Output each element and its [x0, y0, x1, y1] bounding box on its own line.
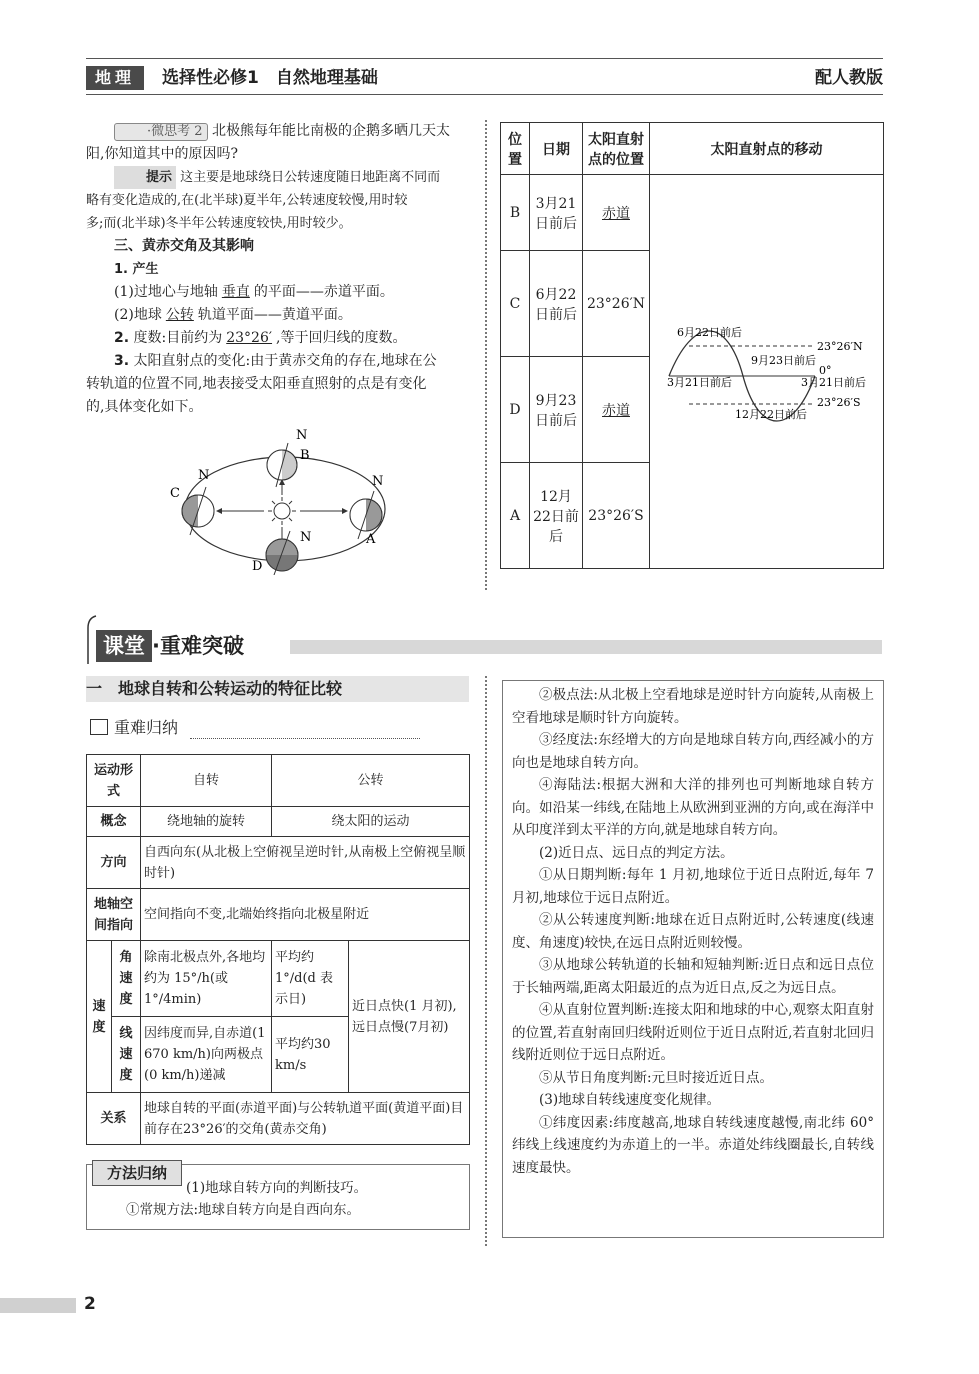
page-number: 2 [84, 1294, 96, 1314]
method-continued-text [512, 684, 874, 1179]
method-tab: 方法归纳 [92, 1160, 182, 1186]
t2-axis-h: 地轴空间指向 [87, 889, 141, 941]
method-para: ③经度法:东经增大的方向是地球自转方向,西经减小的方向也是地球自转方向。 [512, 732, 874, 771]
item-1b-post: 轨道平面——黄道平面。 [197, 307, 352, 323]
t2-dir-v: 自西向东(从北极上空俯视呈逆时针,从南极上空俯视呈顺时针) [141, 837, 470, 889]
row-point: 23°26′S [583, 463, 650, 569]
row-date: 6月22日前后 [530, 251, 583, 357]
method-para: ②极点法:从北极上空看地球是逆时针方向旋转,从南极上空看地球是顺时针方向旋转。 [512, 687, 874, 726]
label-N: N [372, 474, 384, 489]
think-question: 北极熊每年能比南极的企鹅多晒几天太 [212, 123, 450, 139]
think-tag: ·微思考 2 [114, 123, 208, 141]
t2-lin-h: 线速度 [112, 1017, 141, 1093]
row-date: 3月21日前后 [530, 175, 583, 251]
t2-h-rot: 自转 [141, 755, 272, 807]
topic-1-title: 一 地球自转和公转运动的特征比较 [86, 676, 469, 702]
row-point: 赤道 [583, 357, 650, 463]
row-date: 12月22日前后 [530, 463, 583, 569]
t2-concept-h: 概念 [87, 807, 141, 837]
item-3-text-3: 的,具体变化如下。 [86, 399, 203, 415]
wave-mar-right-label: 3月21日前后 [800, 375, 866, 389]
header-top-rule [86, 58, 883, 59]
method-para: ③从地球公转轨道的长轴和短轴判断:近日点和远日点位于长轴两端,距离太阳最近的点为近日点,反之为远日点。 [512, 957, 874, 996]
subsolar-wave-diagram [651, 176, 883, 564]
label-B: B [300, 448, 310, 463]
item-3-num: 3. [114, 353, 130, 369]
sun-icon [274, 503, 290, 519]
t2-rev-note: 近日点快(1 月初),远日点慢(7月初) [349, 941, 470, 1093]
subheading-rule [190, 738, 420, 739]
label-C: C [170, 486, 180, 501]
t2-h-rev: 公转 [272, 755, 470, 807]
earth-C [182, 487, 214, 535]
method-para: ①从日期判断:每年 1 月初,地球位于近日点附近,每年 7 月初,地球位于远日点附近。 [512, 867, 874, 906]
label-N: N [300, 530, 312, 545]
wave-sep-label: 9月23日前后 [750, 353, 816, 367]
th-date: 日期 [530, 123, 583, 175]
wave-n-label: 23°26′N [816, 339, 863, 353]
subject-badge: 地理 [86, 66, 144, 90]
subsolar-point-table [500, 122, 884, 569]
rotation-revolution-table [86, 754, 470, 1145]
t2-concept-rev: 绕太阳的运动 [272, 807, 470, 837]
method-line-1: (1)地球自转方向的判断技巧。 [186, 1180, 368, 1196]
t2-dir-h: 方向 [87, 837, 141, 889]
row-point: 赤道 [583, 175, 650, 251]
book-title: 选择性必修1 自然地理基础 [162, 68, 378, 88]
method-line-2: ①常规方法:地球自转方向是自西向东。 [126, 1202, 361, 1218]
wave-zero-label: 0° [818, 363, 831, 377]
th-point: 太阳直射点的位置 [583, 123, 650, 175]
t2-speed-h: 速度 [87, 941, 112, 1093]
item-1a-pre: (1)过地心与地轴 [114, 284, 218, 300]
hint-text-2: 略有变化造成的,在(北半球)夏半年,公转速度较慢,用时较 [86, 193, 408, 208]
t2-concept-rot: 绕地轴的旋转 [141, 807, 272, 837]
fill-blank: 垂直 [221, 284, 250, 300]
item-1a-post: 的平面——赤道平面。 [253, 284, 394, 300]
edition-label: 配人教版 [815, 68, 883, 88]
section-3-title: 三、黄赤交角及其影响 [114, 238, 254, 254]
t2-rel-h: 关系 [87, 1093, 141, 1145]
item-3-text-2: 转轨道的位置不同,地表接受太阳垂直照射的点是有变化 [86, 376, 427, 392]
label-D: D [252, 559, 263, 574]
header-bottom-rule [86, 94, 883, 95]
method-para: ④从直射位置判断:连接太阳和地球的中心,观察太阳直射的位置,若直射南回归线附近则位于近日点附近,若直射北回归线附近则位于远日点附近。 [512, 1002, 874, 1063]
subheading-label: 重难归纳 [114, 718, 179, 737]
row-pos: A [501, 463, 530, 569]
item-2-pre: 度数:目前约为 [133, 330, 223, 346]
label-N: N [198, 468, 210, 483]
fill-blank: 公转 [165, 307, 194, 323]
page-bar [0, 1298, 76, 1313]
t2-ang-rot: 除南北极点外,各地均约为 15°/h(或1°/4min) [141, 941, 272, 1017]
section-box: 课堂 [96, 630, 152, 662]
column-divider [485, 120, 487, 590]
method-para: (2)近日点、远日点的判定方法。 [539, 844, 734, 861]
th-position: 位置 [501, 123, 530, 175]
wave-s-label: 23°26′S [816, 395, 861, 409]
label-N: N [296, 428, 308, 443]
item-3-text: 太阳直射点的变化:由于黄赤交角的存在,地球在公 [133, 353, 437, 369]
t2-lin-rev: 平均约30 km/s [272, 1017, 349, 1093]
row-pos: D [501, 357, 530, 463]
method-para: ②从公转速度判断:地球在近日点附近时,公转速度(线速度、角速度)较快,在远日点附近则较慢。 [512, 912, 874, 951]
th-movement: 太阳直射点的移动 [650, 123, 884, 175]
method-para: ④海陆法:根据大洲和大洋的排列也可判断地球自转方向。如沿某一纬线,在陆地上从欧洲到亚洲的方向,或在海洋中从印度洋到太平洋的方向,就是地球自转方向。 [512, 777, 874, 838]
note-icon [90, 719, 108, 735]
orbit-diagram [160, 425, 410, 575]
subheading-key-points [90, 716, 178, 740]
hint-text: 这主要是地球绕日公转速度随日地距离不同而 [180, 170, 441, 185]
wave-jun-label: 6月22日前后 [676, 325, 742, 339]
item-1b-pre: (2)地球 [114, 307, 162, 323]
method-para: (3)地球自转线速度变化规律。 [539, 1092, 721, 1108]
hint-text-3: 多;而(北半球)冬半年公转速度较快,用时较少。 [86, 216, 352, 231]
row-date: 9月23日前后 [530, 357, 583, 463]
wave-mar-left-label: 3月21日前后 [666, 375, 732, 389]
item-2-post: ,等于回归线的度数。 [276, 330, 407, 346]
row-pos: B [501, 175, 530, 251]
hint-tag: 提示 [114, 166, 176, 189]
t2-ang-rev: 平均约1°/d(d 表示日) [272, 941, 349, 1017]
item-1-title: 1. 产生 [114, 262, 159, 277]
method-para: ①纬度因素:纬度越高,地球自转线速度越慢,南北纬 60°纬线上线速度约为赤道上的一半。赤道处纬线圈最长,自转线速度最快。 [512, 1114, 874, 1176]
method-para: ⑤从节日角度判断:元旦时接近近日点。 [539, 1069, 774, 1086]
t2-rel-v: 地球自转的平面(赤道平面)与公转轨道平面(黄道平面)目前存在23°26′的交角(黄赤交角) [141, 1093, 470, 1145]
earth-B [267, 443, 297, 487]
column-divider [485, 676, 487, 1246]
t2-ang-h: 角速度 [112, 941, 141, 1017]
movement-cell [650, 175, 884, 569]
row-point: 23°26′N [583, 251, 650, 357]
t2-axis-v: 空间指向不变,北端始终指向北极星附近 [141, 889, 470, 941]
left-column-text [86, 120, 472, 419]
row-pos: C [501, 251, 530, 357]
t2-h-form: 运动形式 [87, 755, 141, 807]
wave-dec-label: 12月22日前后 [734, 407, 807, 421]
item-2-num: 2. [114, 330, 130, 346]
t2-lin-rot: 因纬度而异,自赤道(1 670 km/h)向两极点(0 km/h)递减 [141, 1017, 272, 1093]
section-title: ·重难突破 [152, 634, 244, 658]
think-question-cont: 阳,你知道其中的原因吗? [86, 146, 238, 162]
label-A: A [366, 532, 376, 547]
fill-blank: 23°26′ [226, 330, 273, 346]
section-bar [290, 640, 882, 654]
